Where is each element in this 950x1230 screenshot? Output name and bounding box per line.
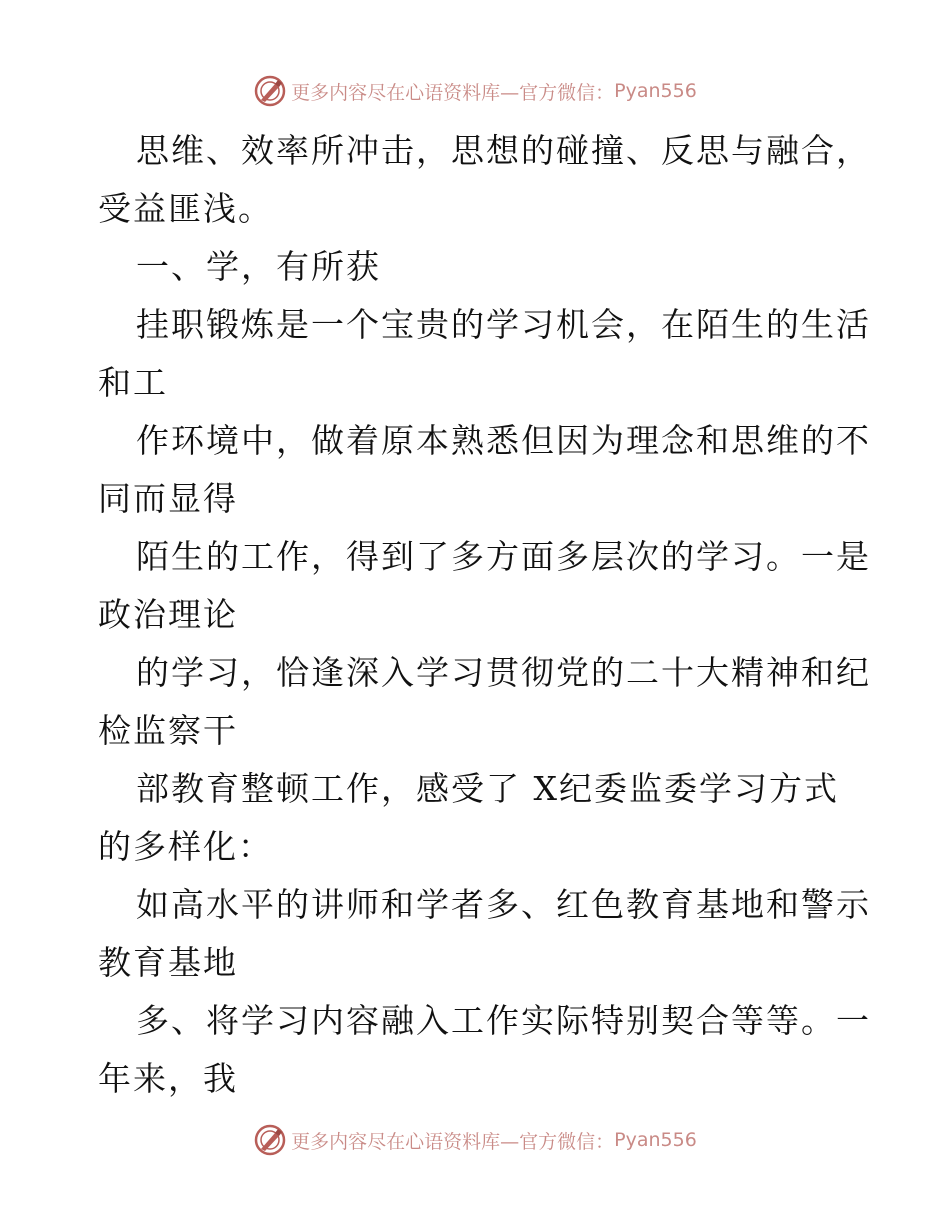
text-line: 检监察干 bbox=[98, 711, 238, 750]
text-line: 挂职锻炼是一个宝贵的学习机会，在陌生的生活 bbox=[136, 305, 871, 344]
text-line: 和工 bbox=[98, 363, 168, 402]
footer-watermark bbox=[0, 1120, 950, 1160]
text-line: 如高水平的讲师和学者多、红色教育基地和警示 bbox=[136, 885, 871, 924]
text-line: 陌生的工作，得到了多方面多层次的学习。一是 bbox=[136, 537, 871, 576]
watermark-text: 更多内容尽在心语资料库—官方微信： bbox=[291, 81, 615, 104]
text-line: 同而显得 bbox=[98, 479, 238, 518]
text-line: 教育基地 bbox=[98, 943, 238, 982]
text-line: 政治理论 bbox=[98, 595, 238, 634]
text-line: 受益匪浅。 bbox=[98, 189, 273, 228]
text-line: 年来，我 bbox=[98, 1059, 238, 1098]
section-heading: 一、学，有所获 bbox=[136, 247, 381, 286]
watermark-account: Pyan556 bbox=[614, 80, 697, 102]
pen-logo-icon bbox=[253, 74, 287, 108]
watermark-account: Pyan556 bbox=[614, 1129, 697, 1151]
text-line: 多、将学习内容融入工作实际特别契合等等。一 bbox=[136, 1001, 871, 1040]
document-body bbox=[98, 122, 871, 1108]
text-line: 思维、效率所冲击，思想的碰撞、反思与融合， bbox=[136, 131, 871, 170]
pen-logo-icon bbox=[253, 1123, 287, 1157]
text-line: 作环境中，做着原本熟悉但因为理念和思维的不 bbox=[136, 421, 871, 460]
text-line: 的学习，恰逢深入学习贯彻党的二十大精神和纪 bbox=[136, 653, 871, 692]
text-line: 的多样化： bbox=[98, 827, 273, 866]
text-line: 部教育整顿工作，感受了 X纪委监委学习方式 bbox=[136, 769, 839, 808]
header-watermark bbox=[0, 71, 950, 111]
watermark-text: 更多内容尽在心语资料库—官方微信： bbox=[291, 1130, 615, 1153]
